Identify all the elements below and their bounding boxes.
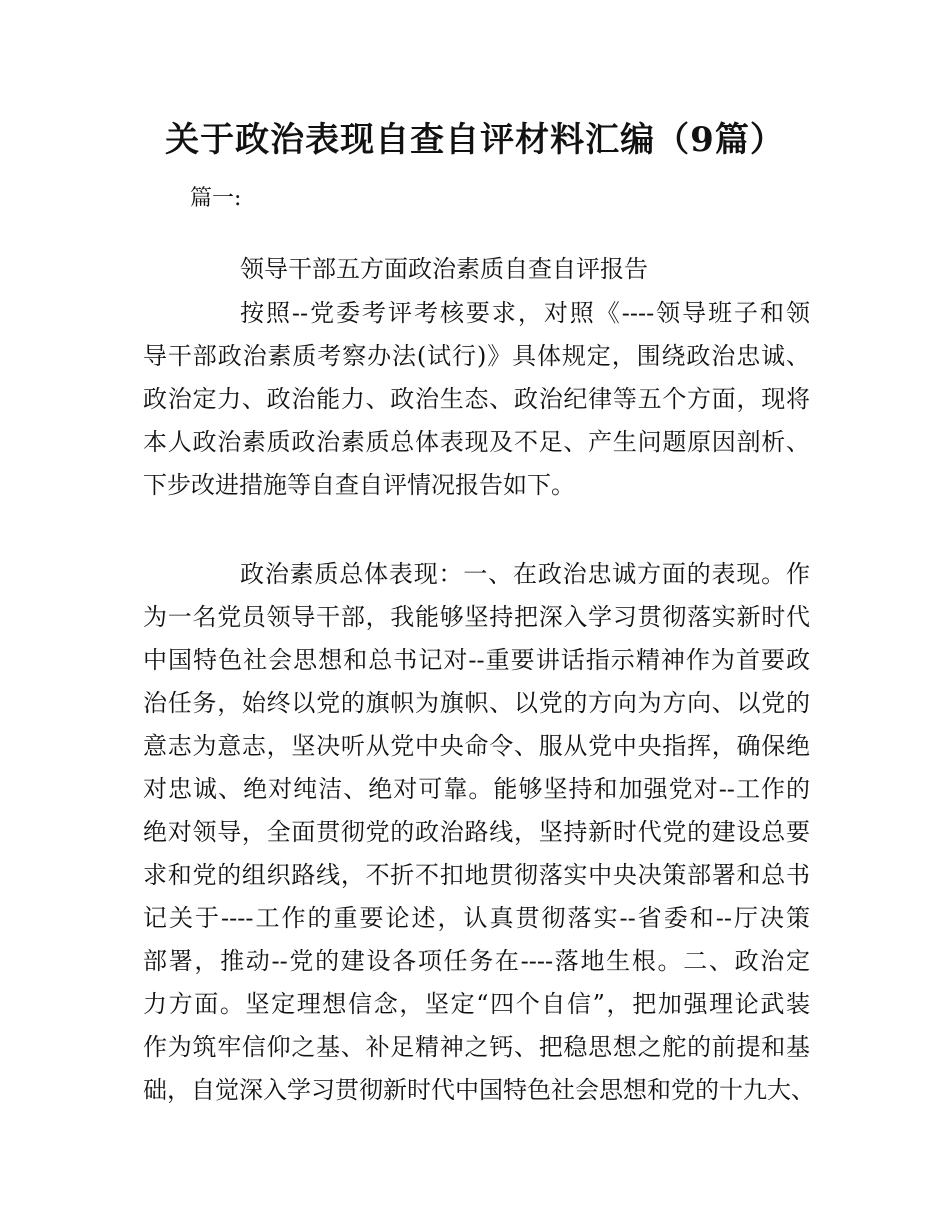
paragraph-line: 按照--党委考评考核要求，对照《----领导班子和领	[240, 299, 810, 327]
paragraph-line: 作为筑牢信仰之基、补足精神之钙、把稳思想之舵的前提和基	[143, 1033, 810, 1061]
section-label: 篇一:	[190, 186, 242, 211]
report-subtitle: 领导干部五方面政治素质自查自评报告	[240, 255, 648, 283]
paragraph-line: 治任务，始终以党的旗帜为旗帜、以党的方向为方向、以党的	[143, 689, 810, 717]
paragraph-line: 础，自觉深入学习贯彻新时代中国特色社会思想和党的十九大、	[143, 1076, 815, 1104]
paragraph-line: 力方面。坚定理想信念，坚定“四个自信”，把加强理论武装	[143, 990, 810, 1018]
paragraph-line: 导干部政治素质考察办法(试行)》具体规定，围绕政治忠诚、	[143, 342, 810, 370]
paragraph-line: 记关于----工作的重要论述，认真贯彻落实--省委和--厅决策	[143, 904, 810, 932]
paragraph-line: 中国特色社会思想和总书记对--重要讲话指示精神作为首要政	[143, 646, 810, 674]
paragraph-line: 求和党的组织路线，不折不扣地贯彻落实中央决策部署和总书	[143, 861, 810, 889]
paragraph-line: 本人政治素质政治素质总体表现及不足、产生问题原因剖析、	[143, 428, 810, 456]
paragraph-line: 意志为意志，坚决听从党中央命令、服从党中央指挥，确保绝	[143, 732, 810, 760]
paragraph-line: 政治素质总体表现：一、在政治忠诚方面的表现。作	[240, 560, 810, 588]
document-title: 关于政治表现自查自评材料汇编（9篇）	[165, 120, 785, 160]
paragraph-line: 部署，推动--党的建设各项任务在----落地生根。二、政治定	[143, 947, 810, 975]
paragraph-line: 为一名党员领导干部，我能够坚持把深入学习贯彻落实新时代	[143, 603, 810, 631]
paragraph-line: 绝对领导，全面贯彻党的政治路线，坚持新时代党的建设总要	[143, 818, 810, 846]
paragraph-line: 对忠诚、绝对纯洁、绝对可靠。能够坚持和加强党对--工作的	[143, 775, 810, 803]
paragraph-line: 政治定力、政治能力、政治生态、政治纪律等五个方面，现将	[143, 385, 810, 413]
paragraph-line: 下步改进措施等自查自评情况报告如下。	[143, 471, 575, 499]
